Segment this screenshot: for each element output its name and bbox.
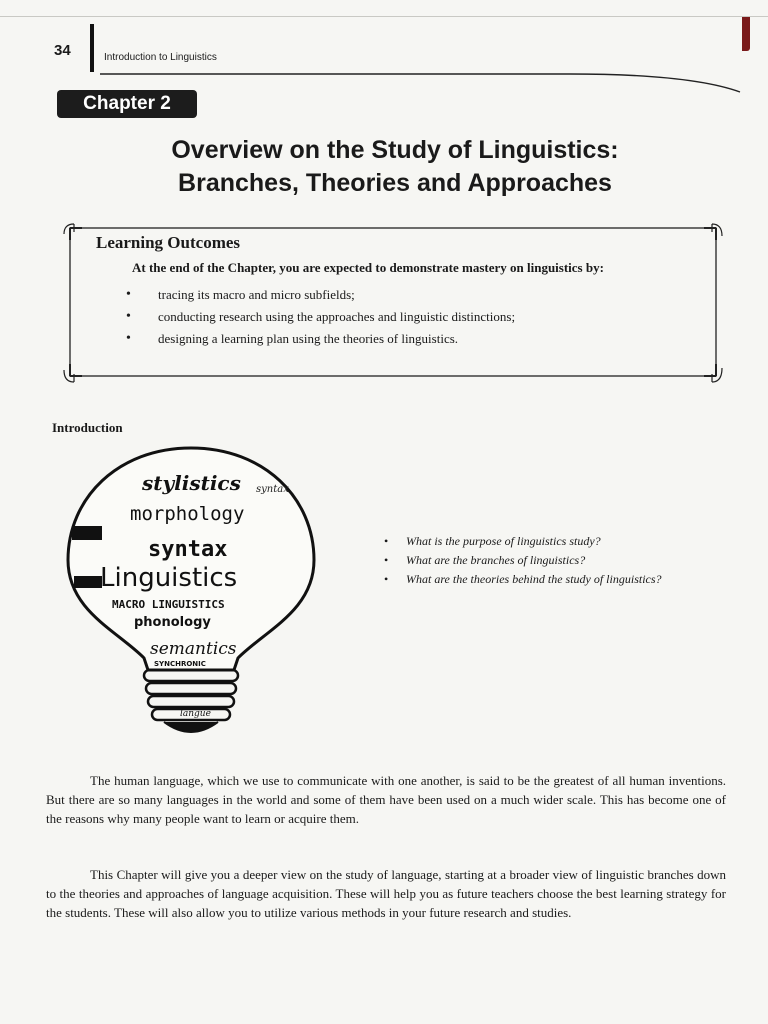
list-item: • What are the branches of linguistics? [384,551,714,570]
list-item: • tracing its macro and micro subfields; [96,284,696,306]
bulb-word-stylistics: stylistics [142,471,241,495]
chapter-title [60,134,730,200]
header-divider-bar [90,24,94,72]
bulb-word-langue: langue [180,709,211,719]
bulb-word-morphology: morphology [130,503,245,525]
header-swoosh-line [100,62,750,102]
introduction-heading: Introduction [52,420,123,435]
learning-outcomes-heading: Learning Outcomes [96,233,241,252]
chapter-label: Chapter 2 [57,90,197,118]
running-title: Introduction to Linguistics [104,52,217,63]
learning-outcomes [96,233,696,350]
introduction-questions [384,532,714,589]
list-item: • designing a learning plan using the theories of linguistics. [96,328,696,350]
page-number: 34 [54,42,71,59]
bulb-word-syntax: syntax [148,537,228,562]
learning-outcomes-intro: At the end of the Chapter, you are expected to demonstrate mastery on linguistics by: [132,260,604,275]
body-paragraph: The human language, which we use to communicate with one another, is said to be the greatest of all human inventions. But there are so many languages in the world and some of them have been used on a much wider scale. This has become one of the reasons why many people want to learn or acquire them. [46,773,726,826]
learning-outcomes-list [96,284,696,350]
list-item: • What is the purpose of linguistics study? [384,532,714,551]
lightbulb-word-cloud-image [56,440,326,750]
chapter-title-line-1: Overview on the Study of Linguistics: [171,136,619,164]
bulb-word-semantics: semantics [150,639,237,659]
list-item: • What are the theories behind the study of linguistics? [384,570,714,589]
corner-bookmark-mark [742,17,750,51]
bulb-word-synchronic: SYNCHRONIC [154,660,206,668]
list-item: • conducting research using the approaches and linguistic distinctions; [96,306,696,328]
bulb-word-macro-linguistics: MACRO LINGUISTICS [112,598,225,611]
top-edge-rule [0,16,768,17]
bulb-word-phonology: phonology [134,615,211,630]
bulb-word-linguistics: Linguistics [100,563,238,593]
chapter-title-line-2: Branches, Theories and Approaches [178,169,612,197]
body-paragraph: This Chapter will give you a deeper view on the study of language, starting at a broader view of linguistic branches down to the theories and approaches of language acquisition. These will help you as future teachers choose the best learning strategy for the students. These will also allow you to utilize various methods in your future research and studies. [46,867,726,920]
bulb-word-syntax-small: syntax [256,484,289,495]
